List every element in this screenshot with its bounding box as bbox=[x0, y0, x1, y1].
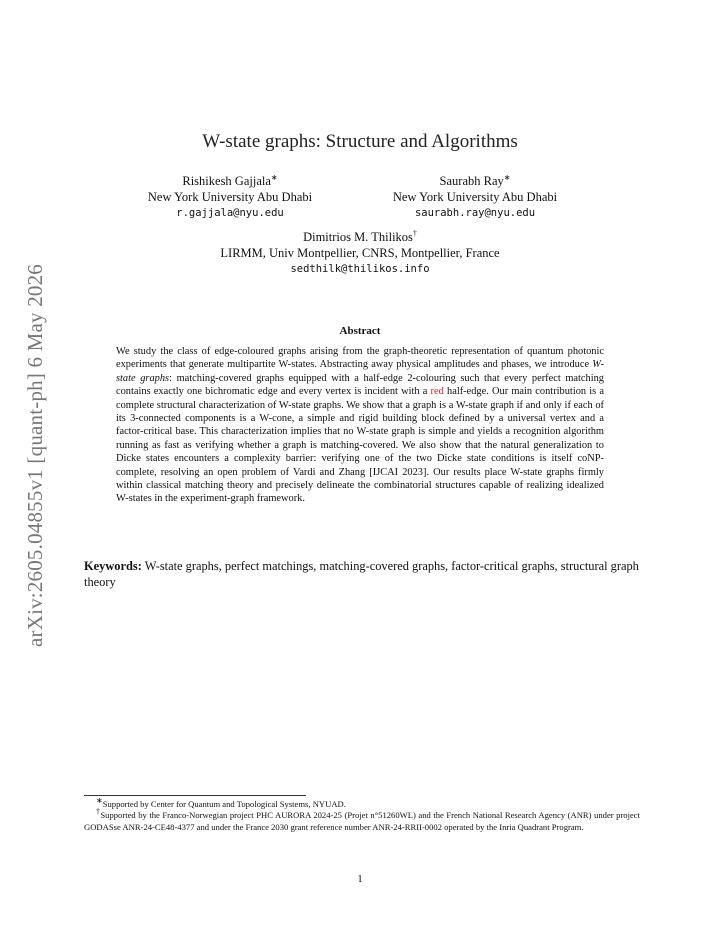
keywords bbox=[84, 558, 640, 590]
author-block-3 bbox=[160, 229, 560, 277]
author-email[interactable]: sedthilk@thilikos.info bbox=[290, 263, 430, 275]
author-mark: † bbox=[412, 228, 417, 238]
author-block-1 bbox=[130, 173, 330, 221]
author-name: Rishikesh Gajjala bbox=[182, 174, 271, 188]
arxiv-identifier: arXiv:2605.04855v1 [quant-ph] 6 May 2026 bbox=[23, 263, 48, 647]
footnote-mark: ∗ bbox=[96, 796, 103, 806]
author-name: Dimitrios M. Thilikos bbox=[303, 230, 413, 244]
footnote-mark: † bbox=[96, 807, 101, 817]
keywords-label: Keywords: bbox=[84, 559, 142, 573]
keywords-text: W-state graphs, perfect matchings, matching-covered graphs, factor-critical graphs, structural graph theory bbox=[84, 559, 639, 589]
footnote-text: Supported by the Franco-Norwegian project PHC AURORA 2024-25 (Projet n°51260WL) and the French National Research Agency (ANR) under project GODASse ANR-24-CE48-4377 and under the France 2030 grant reference number ANR-24-RRII-0002 operated by the Inria Quadrant Program. bbox=[84, 810, 641, 832]
footnotes bbox=[84, 796, 641, 833]
abstract-heading: Abstract bbox=[339, 325, 381, 337]
author-mark: ∗ bbox=[270, 172, 278, 182]
abstract-text-2: : matching-covered graphs equipped with a half-edge 2-colouring such that every perfect matching contains exactly one bichromatic edge and every vertex is incident with a bbox=[116, 372, 605, 398]
footnote-text: Supported by Center for Quantum and Topological Systems, NYUAD. bbox=[102, 799, 346, 809]
author-email[interactable]: saurabh.ray@nyu.edu bbox=[414, 207, 536, 219]
paper-title: W-state graphs: Structure and Algorithms bbox=[202, 131, 518, 152]
abstract-text-1: We study the class of edge-coloured graphs arising from the graph-theoretic representation of quantum photonic experiments that generate multipartite W-states. Abstracting away physical amplitudes and phases, we introduce bbox=[116, 346, 604, 371]
abstract-red-word: red bbox=[430, 386, 444, 398]
author-email[interactable]: r.gajjala@nyu.edu bbox=[176, 207, 284, 219]
author-affiliation: LIRMM, Univ Montpellier, CNRS, Montpellier, France bbox=[220, 246, 500, 260]
abstract-body bbox=[116, 345, 604, 506]
author-affiliation: New York University Abu Dhabi bbox=[392, 190, 558, 204]
author-mark: ∗ bbox=[503, 172, 511, 182]
footnote-1 bbox=[84, 796, 640, 810]
abstract-term: W-state graphs bbox=[116, 359, 604, 384]
abstract-text-3: half-edge. Our main contribution is a complete structural characterization of W-state graphs. We show that a graph is a W-state graph if and only if each of its 3-connected components is a W-cone, a simple and rigid building block defined by a universal vertex and a factor-critical base. This characterization implies that no W-state graph is simple and yields a recognition algorithm running as fast as verifying whether a graph is matching-covered. We also show that the natural generalization to Dicke states encounters a complexity barrier: verifying one of the two Dicke state conditions is itself coNP-complete, resolving an open problem of Vardi and Zhang [IJCAI 2023]. Our results place W-state graphs firmly within classical matching theory and precisely delineate the combinatorial structures capable of realizing idealized W-states in the experiment-graph framework. bbox=[116, 386, 604, 505]
author-name: Saurabh Ray bbox=[439, 174, 504, 188]
page-number: 1 bbox=[357, 873, 363, 885]
arxiv-identifier-margin bbox=[16, 250, 56, 660]
footnote-rule bbox=[84, 795, 306, 796]
footnote-2 bbox=[84, 807, 641, 833]
author-affiliation: New York University Abu Dhabi bbox=[147, 190, 313, 204]
author-block-2 bbox=[365, 173, 585, 221]
